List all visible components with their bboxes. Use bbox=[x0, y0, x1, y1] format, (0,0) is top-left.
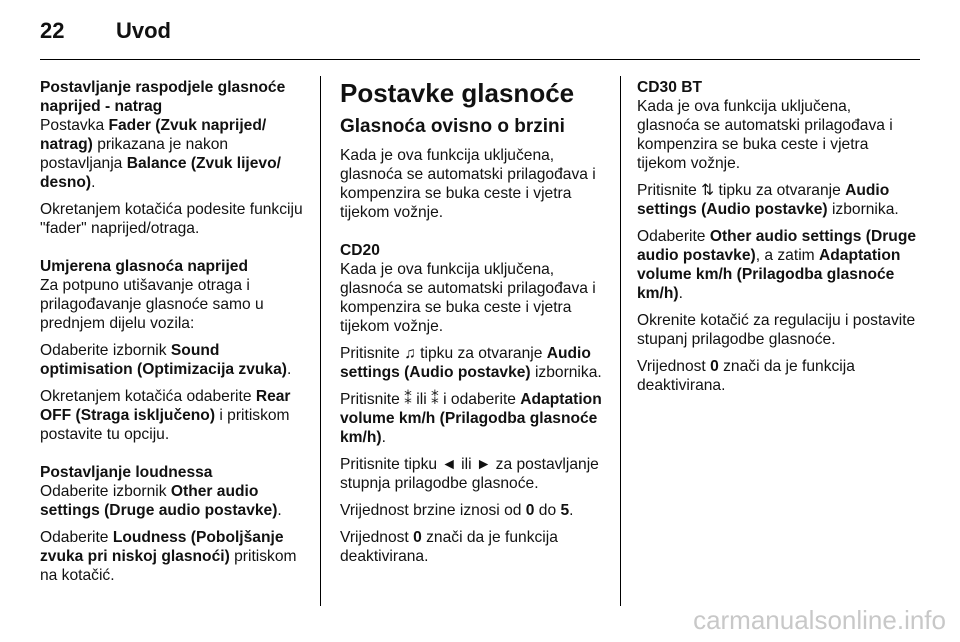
heading-front-volume: Umjerena glasnoća naprijed bbox=[40, 258, 248, 275]
down-arrow-icon: ⁑ bbox=[431, 391, 439, 408]
column-2: Postavke glasnoće Glasnoća ovisno o brzini Kada je ova funkcija uključena, glasnoća se automatski prilagođava i kompenzira se buka ceste i vjetra tijekom vožnje. CD20 Kada je ova funkcija uključena, glasnoća se automatski prilagođava i kompenzira se buka ceste i vjetra tijekom vožnje. Pritisnite ♫ tipku za otvaranje Audio settings (Audio postavke) izbornika. Pritisnite ⁑ ili ⁑ i odaberite Adaptation volume km/h (Prilagodba glasnoće km/h). Pritisnite tipku ◄ ili ► za postavljanje stupnja prilagodbe glasnoće. Vrijednost brzine iznosi od 0 do 5. Vrijednost 0 znači da je funkcija deaktivirana. bbox=[340, 78, 610, 574]
music-note-icon: ♫ bbox=[404, 345, 416, 362]
page-number: 22 bbox=[40, 18, 65, 43]
heading-loudness: Postavljanje loudnessa bbox=[40, 464, 213, 481]
up-arrow-icon: ⁑ bbox=[404, 391, 412, 408]
left-triangle-icon: ◄ bbox=[441, 456, 457, 473]
column-3: CD30 BT Kada je ova funkcija uključena, glasnoća se automatski prilagođava i kompenzira se buka ceste i vjetra tijekom vožnje. Pritisnite ⇅ tipku za otvaranje Audio settings (Audio postavke) izbornika. Odaberite Other audio settings (Druge audio postavke), a zatim Adaptation volume km/h (Prilagodba glasnoće km/h). Okrenite kotačić za regulaciju i postavite stupanj prilagodbe glasnoće. Vrijednost 0 znači da je funkcija deaktivirana. bbox=[637, 79, 917, 394]
column-1: Postavljanje raspodjele glasnoće naprijed - natrag Postavka Fader (Zvuk naprijed/ natrag) prikazana je nakon postavljanja Balance (Zvuk lijevo/ desno). Okretanjem kotačića podesite funkciju "fader" naprijed/otraga. Umjerena glasnoća naprijed Za potpuno utišavanje otraga i prilagođavanje glasnoće samo u prednjem dijelu vozila: Odaberite izbornik Sound optimisation (Optimizacija zvuka). Okretanjem kotačića odaberite Rear OFF (Straga isključeno) i pritiskom postavite tu opciju. Postavljanje loudnessa Odaberite izbornik Other audio settings (Druge audio postavke). Odaberite Loudness (Poboljšanje zvuka pri niskoj glasnoći) pritiskom na kotačić. bbox=[40, 78, 310, 593]
column-divider-2 bbox=[620, 76, 621, 606]
subtitle: Glasnoća ovisno o brzini bbox=[340, 116, 565, 137]
column-divider-1 bbox=[320, 76, 321, 606]
right-triangle-icon: ► bbox=[475, 456, 492, 473]
page-header bbox=[40, 18, 920, 54]
tone-icon: ⇅ bbox=[701, 182, 715, 199]
watermark: carmanualsonline.info bbox=[693, 605, 946, 635]
section-title: Uvod bbox=[116, 18, 171, 43]
heading-cd30bt: CD30 BT bbox=[637, 79, 702, 96]
heading-cd20: CD20 bbox=[340, 242, 380, 259]
header-rule bbox=[40, 59, 920, 60]
main-title: Postavke glasnoće bbox=[340, 78, 575, 108]
paragraph: Okretanjem kotačića podesite funkciju "fader" naprijed/otraga. bbox=[40, 201, 303, 237]
heading-fader: Postavljanje raspodjele glasnoće naprijed - natrag bbox=[40, 79, 286, 115]
